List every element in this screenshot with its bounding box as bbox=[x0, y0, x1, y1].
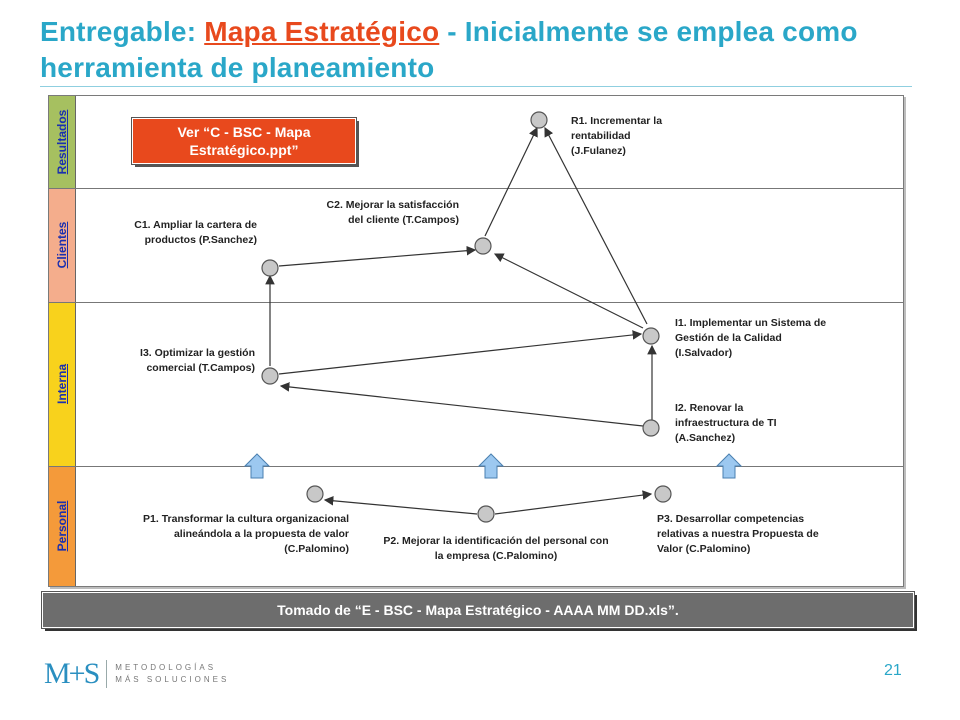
node-p2 bbox=[478, 506, 494, 522]
up-arrow-icon bbox=[479, 454, 503, 478]
arrow-i3-i1 bbox=[279, 334, 641, 374]
logo-divider bbox=[106, 660, 107, 688]
up-arrow-icon bbox=[717, 454, 741, 478]
objective-c1: C1. Ampliar la cartera de productos (P.Sanchez) bbox=[134, 219, 257, 246]
title-prefix: Entregable: bbox=[40, 16, 205, 47]
node-i1 bbox=[643, 328, 659, 344]
logo-line-1: METODOLOGÍAS bbox=[115, 663, 217, 672]
node-p1 bbox=[307, 486, 323, 502]
logo-words bbox=[115, 662, 229, 686]
arrow-p2-p3 bbox=[495, 494, 651, 514]
arrow-c1-c2 bbox=[279, 250, 475, 266]
arrow-c2-r1 bbox=[485, 128, 537, 236]
lane-label-personal: Personal bbox=[55, 500, 69, 552]
title-link[interactable]: Mapa Estratégico bbox=[204, 16, 440, 47]
callout-link-ppt[interactable]: Ver “C - BSC - Mapa Estratégico.ppt” bbox=[132, 118, 356, 164]
up-arrow-icon bbox=[245, 454, 269, 478]
objective-p1: P1. Transformar la cultura organizacional alineándola a la propuesta de valor (C.Palomino) bbox=[143, 513, 349, 555]
arrow-i2-i3 bbox=[281, 386, 643, 426]
node-p3 bbox=[655, 486, 671, 502]
strategy-map bbox=[48, 95, 904, 587]
lane-label-resultados: Resultados bbox=[55, 109, 69, 175]
lane-label-clientes: Clientes bbox=[55, 221, 69, 269]
objective-p3: P3. Desarrollar competencias relativas a nuestra Propuesta de Valor (C.Palomino) bbox=[657, 513, 819, 555]
title-divider bbox=[40, 86, 912, 87]
objective-c2: C2. Mejorar la satisfacción del cliente (T.Campos) bbox=[326, 199, 459, 226]
page-number: 21 bbox=[884, 662, 902, 679]
objective-p2: P2. Mejorar la identificación del personal con la empresa (C.Palomino) bbox=[383, 535, 609, 562]
objective-i2: I2. Renovar la infraestructura de TI (A.Sanchez) bbox=[675, 402, 777, 444]
logo-mark: M+S bbox=[44, 657, 99, 690]
arrow-i1-c2 bbox=[495, 254, 643, 328]
node-r1 bbox=[531, 112, 547, 128]
objective-i3: I3. Optimizar la gestión comercial (T.Campos) bbox=[140, 347, 255, 374]
logo-line-2: MÁS SOLUCIONES bbox=[115, 675, 230, 684]
objective-r1: R1. Incrementar la rentabilidad (J.Fulanez) bbox=[571, 115, 663, 157]
node-i2 bbox=[643, 420, 659, 436]
title-suffix: - Inicialmente se emplea como herramienta de planeamiento bbox=[40, 16, 858, 83]
node-c1 bbox=[262, 260, 278, 276]
company-logo bbox=[44, 656, 229, 692]
source-note: Tomado de “E - BSC - Mapa Estratégico - AAAA MM DD.xls”. bbox=[42, 592, 914, 628]
objective-i1: I1. Implementar un Sistema de Gestión de la Calidad (I.Salvador) bbox=[675, 317, 827, 359]
lane-label-interna: Interna bbox=[55, 363, 69, 405]
page-title bbox=[40, 14, 920, 86]
node-i3 bbox=[262, 368, 278, 384]
node-c2 bbox=[475, 238, 491, 254]
